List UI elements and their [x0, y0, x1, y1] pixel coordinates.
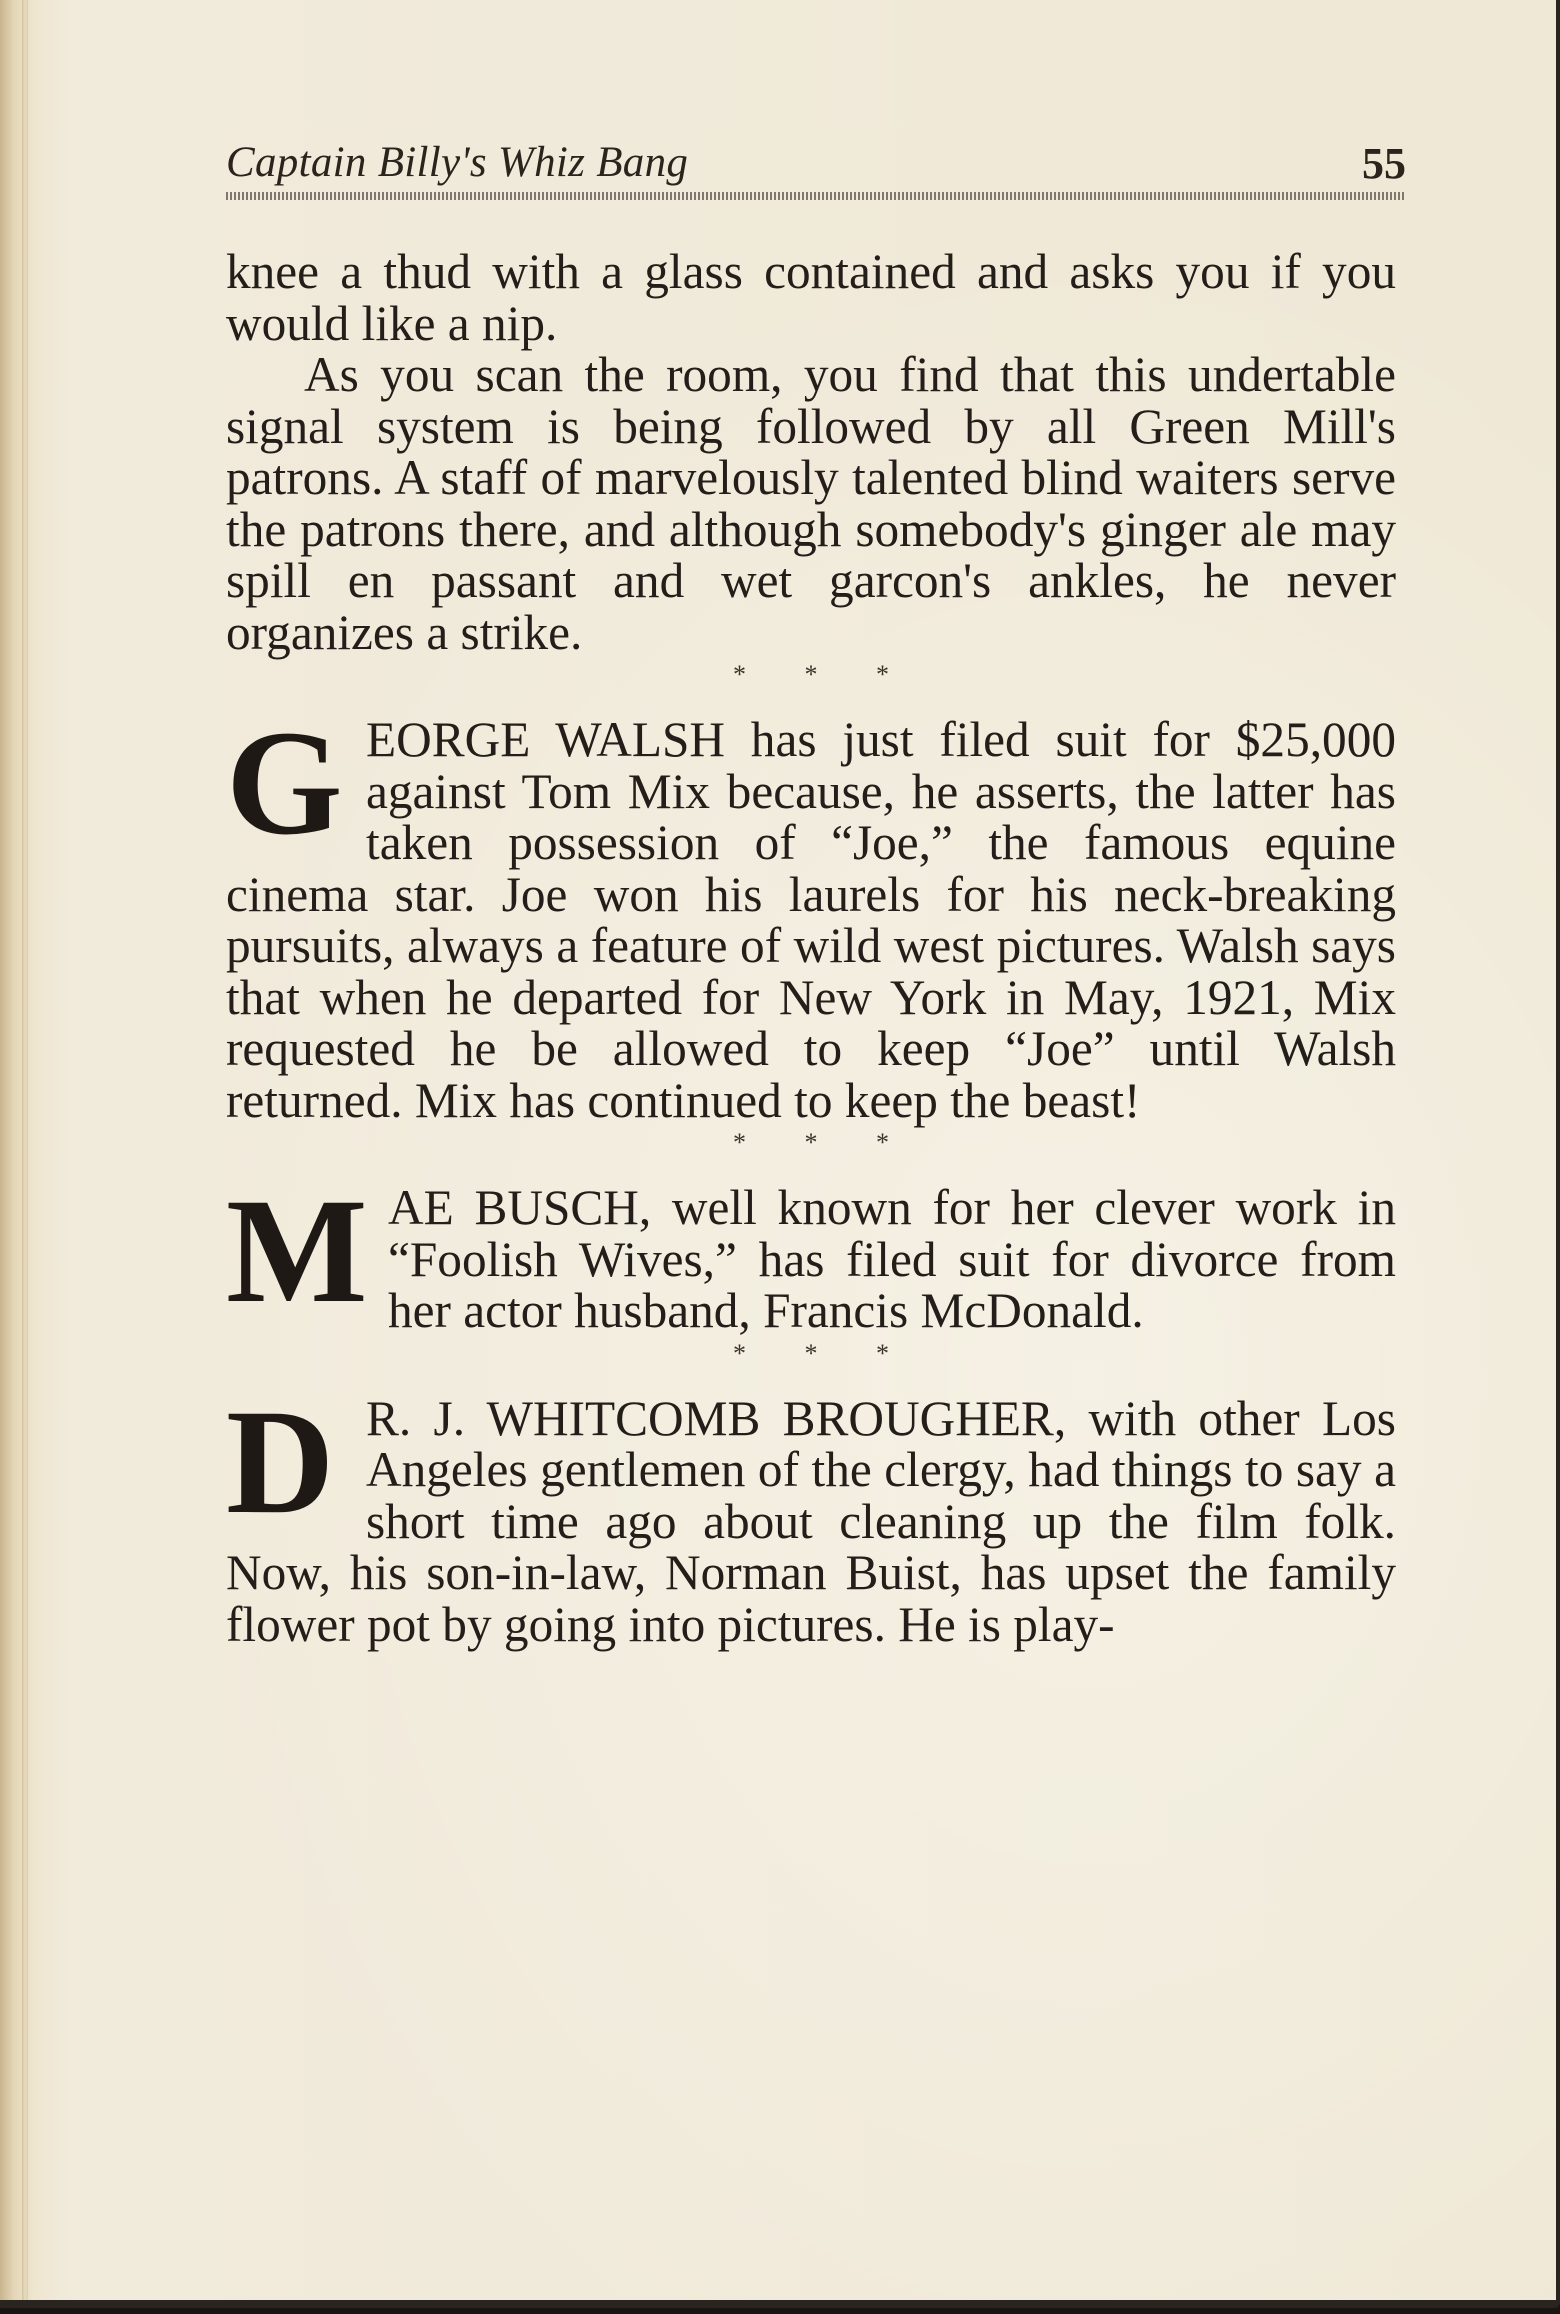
- walsh-item-text: EORGE WALSH has just filed suit for $25,000 against Tom Mix because, he asserts, the latter has taken possession of “Joe,” the famous equine cinema star. Joe won his laurels for his neck-breaking pursuits, always a feature of wild west pictures. Walsh says that when he departed for New York in May, 1921, Mix requested he be allowed to keep “Joe” until Walsh returned. Mix has continued to keep the beast!: [226, 712, 1396, 1128]
- separator-asterisks: * * *: [733, 1338, 915, 1368]
- drop-cap: M: [226, 1168, 368, 1334]
- section-separator: [226, 1337, 1396, 1375]
- drop-cap: D: [226, 1378, 335, 1545]
- busch-item-text: AE BUSCH, well known for her clever work in “Foolish Wives,” has filed suit for divorce from her actor husband, Francis McDonald.: [388, 1180, 1396, 1338]
- separator-asterisks: * * *: [733, 660, 915, 689]
- page-number: 55: [1362, 139, 1406, 188]
- header-rule: [226, 192, 1406, 200]
- page-gutter: [22, 0, 28, 2300]
- drop-cap: G: [226, 700, 343, 866]
- separator-asterisks: * * *: [733, 1128, 915, 1157]
- running-header: [226, 138, 1406, 192]
- section-separator: [226, 658, 1396, 696]
- magazine-title: Captain Billy's Whiz Bang: [226, 139, 689, 186]
- article-body: [226, 246, 1396, 1650]
- busch-item: [226, 1168, 1396, 1338]
- brougher-item: [226, 1378, 1396, 1652]
- green-mill-paragraph: As you scan the room, you find that this undertable signal system is being followed by all Green Mill's patrons. A staff of marvelously talented blind waiters serve the patrons there, and although somebody's ginger ale may spill en passant and wet garcon's ankles, he never organizes a strike.: [226, 347, 1396, 660]
- section-separator: [226, 1126, 1396, 1164]
- continued-paragraph: knee a thud with a glass contained and asks you if you would like a nip.: [226, 244, 1396, 351]
- brougher-item-text: R. J. WHITCOMB BROUGHER, with other Los Angeles gentlemen of the clergy, had things to say a short time ago about cleaning up the film folk. Now, his son-in-law, Norman Buist, has upset the family flower pot by going into pictures. He is play-: [226, 1390, 1396, 1652]
- walsh-item: [226, 700, 1396, 1128]
